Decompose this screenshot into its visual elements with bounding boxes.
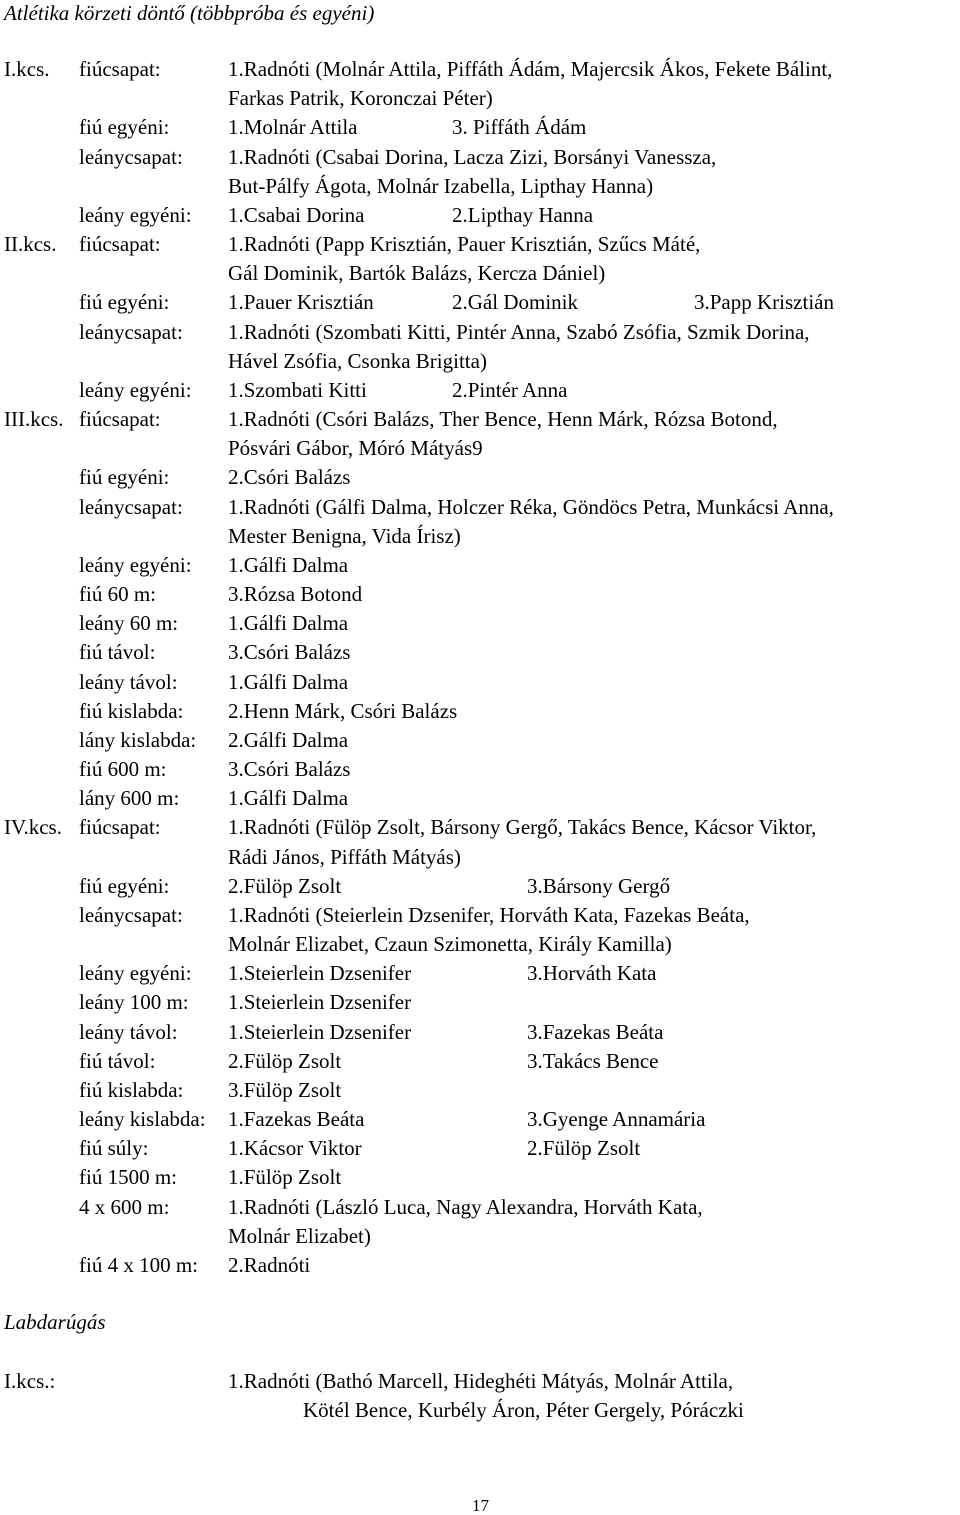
event-label: fiú kislabda: — [79, 1077, 184, 1102]
result-text: Molnár Elizabet, Czaun Szimonetta, Király Kamilla) — [228, 932, 672, 957]
result-text: 3.Papp Krisztián — [694, 290, 834, 315]
result-text: But-Pálfy Ágota, Molnár Izabella, Lipthay Hanna) — [228, 173, 654, 198]
result-text: 2.Pintér Anna — [452, 377, 568, 402]
result-text: 1.Radnóti (Papp Krisztián, Pauer Krisztián, Szűcs Máté, — [228, 232, 701, 257]
event-label: fiú kislabda: — [79, 698, 184, 723]
result-text: 1.Radnóti (László Luca, Nagy Alexandra, Horváth Kata, — [228, 1194, 703, 1219]
result-text: 1.Kácsor Viktor — [228, 1136, 362, 1161]
event-label: fiú távol: — [79, 1048, 156, 1073]
result-text: 1.Radnóti (Szombati Kitti, Pintér Anna, Szabó Zsófia, Szmik Dorina, — [228, 319, 810, 344]
event-label: fiú 600 m: — [79, 757, 167, 782]
football-result-line-1: 1.Radnóti (Bathó Marcell, Hideghéti Mátyás, Molnár Attila, — [228, 1369, 734, 1393]
event-label: fiú távol: — [79, 640, 156, 665]
result-text: 2.Lipthay Hanna — [452, 202, 594, 227]
result-text: Molnár Elizabet) — [228, 1223, 371, 1248]
result-text: Farkas Patrik, Koronczai Péter) — [228, 86, 493, 111]
event-label: 4 x 600 m: — [79, 1194, 170, 1219]
result-text: 2.Henn Márk, Csóri Balázs — [228, 698, 458, 723]
page-number: 17 — [472, 1496, 489, 1515]
category-label: IV.kcs. — [4, 815, 62, 840]
category-label: III.kcs. — [4, 407, 64, 432]
result-text: 1.Csabai Dorina — [228, 202, 365, 227]
result-text: 2.Fülöp Zsolt — [527, 1136, 641, 1161]
result-text: 2.Csóri Balázs — [228, 465, 351, 490]
result-text: Pósvári Gábor, Móró Mátyás9 — [228, 436, 483, 461]
section-title-football: Labdarúgás — [4, 1310, 106, 1334]
result-text: 1.Radnóti (Csóri Balázs, Ther Bence, Henn Márk, Rózsa Botond, — [228, 407, 778, 432]
result-text: 2.Fülöp Zsolt — [228, 873, 342, 898]
event-label: leány egyéni: — [79, 202, 192, 227]
result-text: 3.Fülöp Zsolt — [228, 1077, 342, 1102]
event-label: fiú egyéni: — [79, 465, 170, 490]
football-result-line-2: Kötél Bence, Kurbély Áron, Péter Gergely, Póráczki — [303, 1398, 744, 1422]
event-label: leánycsapat: — [79, 144, 183, 169]
result-text: Mester Benigna, Vida Írisz) — [228, 523, 461, 548]
result-text: 3.Csóri Balázs — [228, 640, 351, 665]
result-text: 3.Csóri Balázs — [228, 757, 351, 782]
event-label: lány kislabda: — [79, 727, 197, 752]
result-text: 2.Gál Dominik — [452, 290, 578, 315]
category-label: II.kcs. — [4, 232, 57, 257]
event-label: leány kislabda: — [79, 1107, 206, 1132]
result-text: Gál Dominik, Bartók Balázs, Kercza Dániel) — [228, 261, 606, 286]
result-text: 2.Gálfi Dalma — [228, 727, 349, 752]
event-label: leány távol: — [79, 669, 178, 694]
event-label: fiú egyéni: — [79, 115, 170, 140]
event-label: fiúcsapat: — [79, 815, 161, 840]
result-text: 1.Molnár Attila — [228, 115, 358, 140]
result-text: 3.Bársony Gergő — [527, 873, 671, 898]
event-label: fiú 1500 m: — [79, 1165, 177, 1190]
result-text: 1.Radnóti (Molnár Attila, Piffáth Ádám, Majercsik Ákos, Fekete Bálint, — [228, 57, 833, 81]
event-label: fiú 60 m: — [79, 582, 156, 607]
football-category: I.kcs.: — [4, 1369, 56, 1393]
result-text: 1.Radnóti (Gálfi Dalma, Holczer Réka, Göndöcs Petra, Munkácsi Anna, — [228, 494, 834, 519]
result-text: 3.Horváth Kata — [527, 961, 657, 986]
result-text: 3.Rózsa Botond — [228, 582, 363, 607]
result-text: 1.Gálfi Dalma — [228, 669, 349, 694]
event-label: fiúcsapat: — [79, 232, 161, 257]
result-text: Rádi János, Piffáth Mátyás) — [228, 844, 461, 869]
result-text: 1.Gálfi Dalma — [228, 552, 349, 577]
event-label: leánycsapat: — [79, 319, 183, 344]
result-text: 1.Fülöp Zsolt — [228, 1165, 342, 1190]
result-text: 1.Radnóti (Csabai Dorina, Lacza Zizi, Borsányi Vanessza, — [228, 144, 717, 169]
result-text: 3.Gyenge Annamária — [527, 1107, 706, 1132]
event-label: fiú egyéni: — [79, 873, 170, 898]
result-text: 1.Szombati Kitti — [228, 377, 367, 402]
result-text: 2.Radnóti — [228, 1252, 311, 1277]
event-label: leány egyéni: — [79, 961, 192, 986]
event-label: fiú egyéni: — [79, 290, 170, 315]
event-label: fiú 4 x 100 m: — [79, 1252, 198, 1277]
event-label: leánycsapat: — [79, 902, 183, 927]
event-label: leánycsapat: — [79, 494, 183, 519]
result-text: 3.Takács Bence — [527, 1048, 659, 1073]
result-text: 1.Gálfi Dalma — [228, 786, 349, 811]
event-label: lány 600 m: — [79, 786, 180, 811]
event-label: leány egyéni: — [79, 552, 192, 577]
result-text: 3.Fazekas Beáta — [527, 1019, 664, 1044]
result-text: Hável Zsófia, Csonka Brigitta) — [228, 348, 487, 373]
category-label: I.kcs. — [4, 57, 50, 81]
section-title-athletics: Atlétika körzeti döntő (többpróba és egyéni) — [4, 1, 375, 25]
event-label: fiúcsapat: — [79, 57, 161, 81]
result-text: 3. Piffáth Ádám — [452, 115, 587, 140]
event-label: leány 60 m: — [79, 611, 179, 636]
result-text: 1.Steierlein Dzsenifer — [228, 1019, 412, 1044]
event-label: fiú súly: — [79, 1136, 149, 1161]
result-text: 1.Steierlein Dzsenifer — [228, 961, 412, 986]
result-text: 1.Pauer Krisztián — [228, 290, 374, 315]
event-label: leány egyéni: — [79, 377, 192, 402]
result-text: 1.Radnóti (Fülöp Zsolt, Bársony Gergő, Takács Bence, Kácsor Viktor, — [228, 815, 817, 840]
event-label: fiúcsapat: — [79, 407, 161, 432]
result-text: 2.Fülöp Zsolt — [228, 1048, 342, 1073]
result-text: 1.Fazekas Beáta — [228, 1107, 365, 1132]
event-label: leány távol: — [79, 1019, 178, 1044]
event-label: leány 100 m: — [79, 990, 189, 1015]
result-text: 1.Gálfi Dalma — [228, 611, 349, 636]
result-text: 1.Steierlein Dzsenifer — [228, 990, 412, 1015]
result-text: 1.Radnóti (Steierlein Dzsenifer, Horváth Kata, Fazekas Beáta, — [228, 902, 750, 927]
